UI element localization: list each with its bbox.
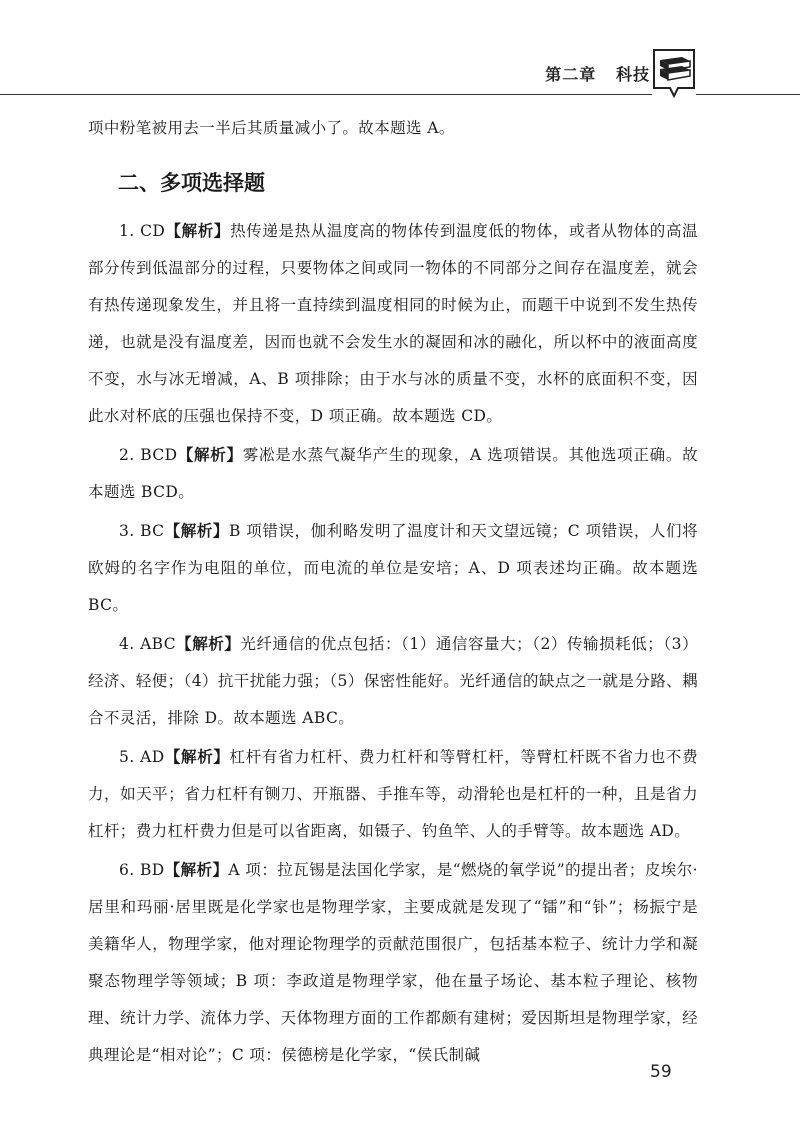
answer-text: A 项：拉瓦锡是法国化学家，是“燃烧的氧学说”的提出者；皮埃尔·居里和玛丽·居里既是化学家也是物理学家，主要成就是发现了“镭”和“钋”；杨振宁是美籍华人，物理学家，他对理论物理学的贡献范围很广，包括基本粒子、统计力学和凝聚态物理学等领域；B 项：李政道是物理学家，他在量子场论、基本粒子理论、核物理、统计力学、流体力学、天体物理方面的工作都颇有建树；爱因斯坦是物理学家，经典理论是“相对论”；C 项：侯德榜是化学家，“侯氏制碱 (88, 861, 698, 1064)
answer-text: B 项错误，伽利略发明了温度计和天文望远镜；C 项错误，人们将欧姆的名字作为电阻的单位，而电流的单位是安培；A、D 项表述均正确。故本题选 BC。 (88, 522, 698, 614)
page-number: 59 (650, 1062, 672, 1082)
answer-number: 1. CD (119, 222, 166, 240)
page-header (0, 0, 800, 100)
analysis-tag: 【解析】 (164, 522, 229, 540)
analysis-tag: 【解析】 (177, 446, 243, 464)
answer-text: 热传递是热从温度高的物体传到温度低的物体，或者从物体的高温部分传到低温部分的过程，只要物体之间或同一物体的不同部分之间存在温度差，就会有热传递现象发生，并且将一直持续到温度相同的时候为止，而题干中说到不发生热传递，也就是没有温度差，因而也就不会发生水的凝固和冰的融化，所以杯中的液面高度不变，水与冰无增减，A、B 项排除；由于水与冰的质量不变，水杯的底面积不变，因此水对杯底的压强也保持不变，D 项正确。故本题选 CD。 (88, 222, 698, 425)
answer-item-3 (88, 513, 698, 624)
section-title: 二、多项选择题 (118, 171, 265, 195)
intro-line: 项中粉笔被用去一半后其质量减小了。故本题选 A。 (88, 119, 455, 137)
page-content (88, 110, 698, 1076)
answer-text: 光纤通信的优点包括：（1）通信容量大；（2）传输损耗低；（3）经济、轻便；（4）抗干扰能力强；（5）保密性能好。光纤通信的缺点之一就是分路、耦合不灵活，排除 D。故本题选 ABC。 (88, 635, 698, 727)
answer-item-4 (88, 626, 698, 737)
analysis-tag: 【解析】 (164, 861, 229, 879)
answer-number: 5. AD (119, 748, 165, 766)
answer-number: 4. ABC (119, 635, 177, 653)
answer-item-5 (88, 739, 698, 850)
answer-number: 2. BCD (119, 446, 178, 464)
answer-number: 6. BD (119, 861, 165, 879)
book-stack-icon (652, 48, 696, 98)
answer-text: 杠杆有省力杠杆、费力杠杆和等臂杠杆，等臂杠杆既不省力也不费力，如天平；省力杠杆有铡刀、开瓶器、手推车等，动滑轮也是杠杆的一种，且是省力杠杆；费力杠杆费力但是可以省距离，如镊子、钓鱼竿、人的手臂等。故本题选 AD。 (88, 748, 698, 840)
chapter-label: 第二章 (545, 65, 597, 84)
analysis-tag: 【解析】 (165, 222, 231, 240)
answer-number: 3. BC (119, 522, 165, 540)
answer-item-2 (88, 437, 698, 511)
answer-item-1 (88, 213, 698, 435)
topic-label: 科技 (615, 65, 650, 84)
answer-text: 雾凇是水蒸气凝华产生的现象，A 选项错误。其他选项正确。故本题选 BCD。 (88, 446, 698, 501)
analysis-tag: 【解析】 (164, 748, 230, 766)
answer-item-6 (88, 852, 698, 1074)
chapter-title (545, 62, 650, 85)
analysis-tag: 【解析】 (176, 635, 241, 653)
